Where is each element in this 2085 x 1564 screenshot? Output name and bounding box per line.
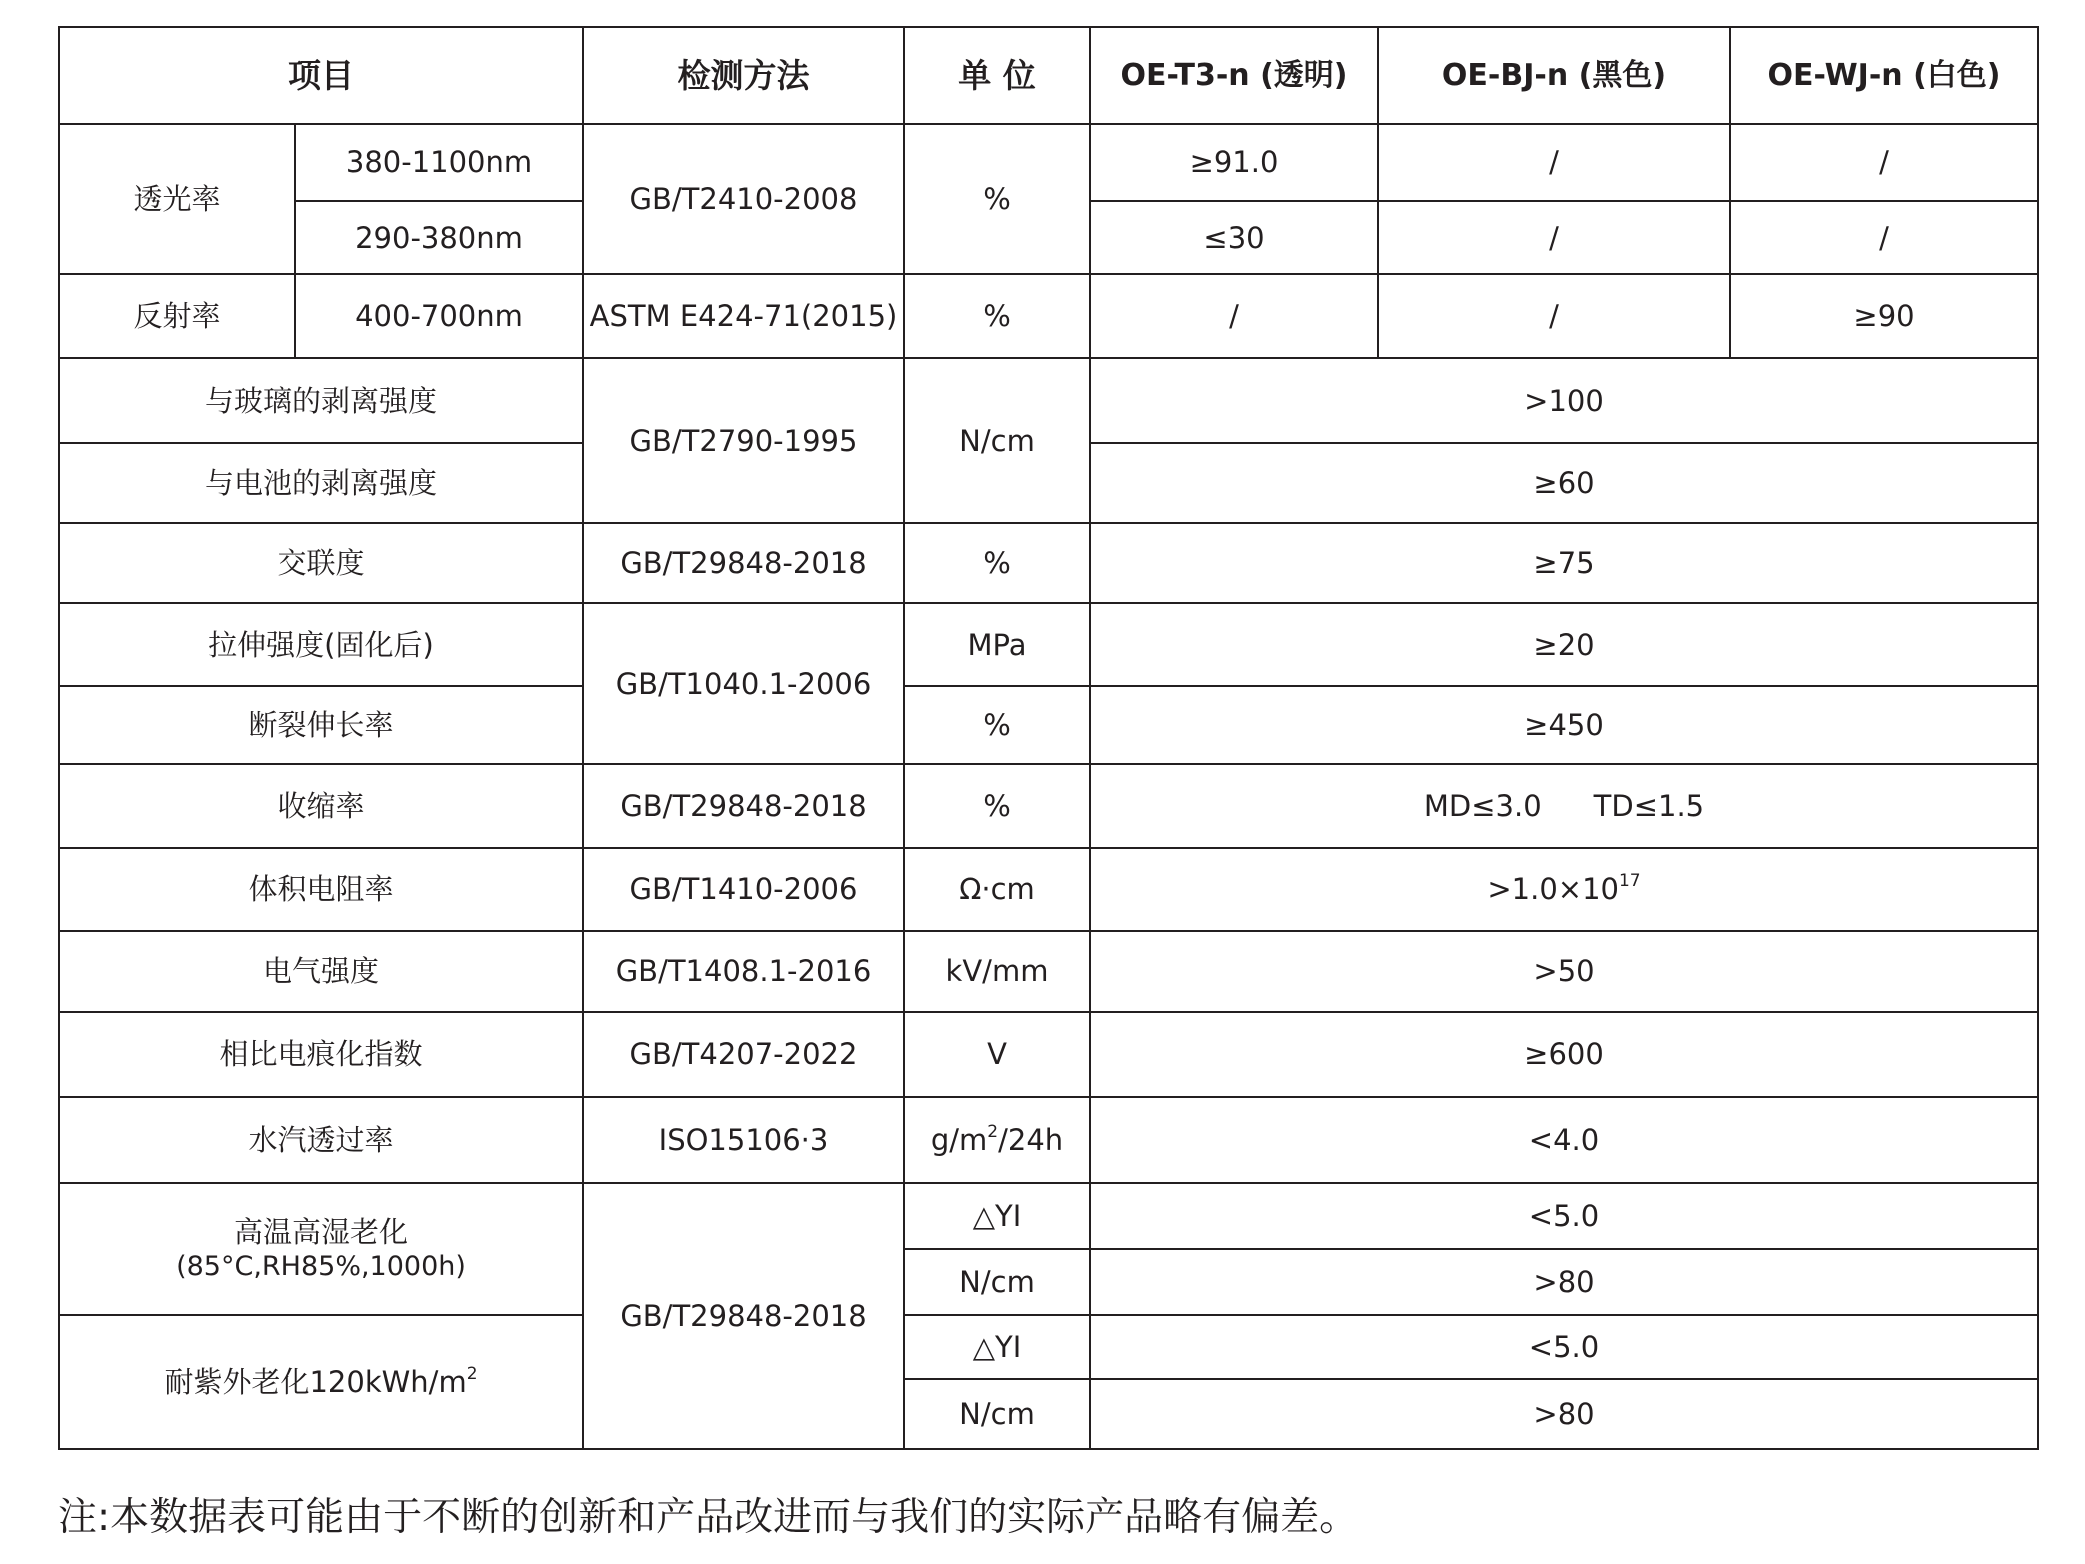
uv-value-1: <5.0 bbox=[1090, 1315, 2038, 1379]
tensile-method: GB/T1040.1-2006 bbox=[583, 603, 904, 764]
peel-method: GB/T2790-1995 bbox=[583, 358, 904, 523]
wvtr-unit-tail: /24h bbox=[998, 1122, 1064, 1157]
elongation-label: 断裂伸长率 bbox=[59, 686, 583, 764]
dielectric-value: >50 bbox=[1090, 931, 2038, 1012]
transmittance-r2-bj: / bbox=[1378, 201, 1730, 274]
damp-heat-value-2: >80 bbox=[1090, 1249, 2038, 1315]
shrinkage-method: GB/T29848-2018 bbox=[583, 764, 904, 848]
elongation-value: ≥450 bbox=[1090, 686, 2038, 764]
cti-value: ≥600 bbox=[1090, 1012, 2038, 1097]
table-row bbox=[59, 931, 2038, 1012]
table-row bbox=[59, 848, 2038, 930]
dielectric-method: GB/T1408.1-2016 bbox=[583, 931, 904, 1012]
transmittance-unit: % bbox=[904, 124, 1090, 274]
table-row bbox=[59, 523, 2038, 603]
transmittance-range-2: 290-380nm bbox=[295, 201, 583, 274]
header-row bbox=[59, 27, 2038, 124]
header-unit: 单 位 bbox=[904, 27, 1090, 124]
damp-heat-condition: (85°C,RH85%,1000h) bbox=[176, 1250, 466, 1282]
damp-heat-value-1: <5.0 bbox=[1090, 1183, 2038, 1249]
resistivity-exponent: 17 bbox=[1618, 871, 1641, 892]
reflectance-bj: / bbox=[1378, 274, 1730, 358]
shrinkage-label: 收缩率 bbox=[59, 764, 583, 848]
shrinkage-unit: % bbox=[904, 764, 1090, 848]
wvtr-unit-exp: 2 bbox=[987, 1121, 999, 1142]
table-row bbox=[59, 764, 2038, 848]
transmittance-r1-wj: / bbox=[1730, 124, 2038, 201]
cti-method: GB/T4207-2022 bbox=[583, 1012, 904, 1097]
footnote: 注:本数据表可能由于不断的创新和产品改进而与我们的实际产品略有偏差。 bbox=[58, 1495, 1359, 1540]
transmittance-r2-t3: ≤30 bbox=[1090, 201, 1378, 274]
wvtr-value: <4.0 bbox=[1090, 1097, 2038, 1183]
peel-unit: N/cm bbox=[904, 358, 1090, 523]
peel-glass-value: >100 bbox=[1090, 358, 2038, 443]
wvtr-method: ISO15106·3 bbox=[583, 1097, 904, 1183]
transmittance-r2-wj: / bbox=[1730, 201, 2038, 274]
resistivity-mantissa: >1.0×10 bbox=[1487, 872, 1619, 907]
peel-battery-label: 与电池的剥离强度 bbox=[59, 443, 583, 523]
wvtr-unit-base: g/m bbox=[930, 1122, 988, 1157]
elongation-unit: % bbox=[904, 686, 1090, 764]
peel-glass-label: 与玻璃的剥离强度 bbox=[59, 358, 583, 443]
cti-label: 相比电痕化指数 bbox=[59, 1012, 583, 1097]
reflectance-wj: ≥90 bbox=[1730, 274, 2038, 358]
damp-heat-label bbox=[59, 1183, 583, 1315]
transmittance-label: 透光率 bbox=[59, 124, 295, 274]
uv-unit-2: N/cm bbox=[904, 1379, 1090, 1449]
transmittance-range-1: 380-1100nm bbox=[295, 124, 583, 201]
uv-unit-1: △YI bbox=[904, 1315, 1090, 1379]
damp-heat-unit-1: △YI bbox=[904, 1183, 1090, 1249]
cti-unit: V bbox=[904, 1012, 1090, 1097]
table-row bbox=[59, 358, 2038, 443]
table-row bbox=[59, 274, 2038, 358]
resistivity-value bbox=[1090, 848, 2038, 930]
crosslink-value: ≥75 bbox=[1090, 523, 2038, 603]
table-row bbox=[59, 603, 2038, 686]
tensile-label: 拉伸强度(固化后) bbox=[59, 603, 583, 686]
shrinkage-td: TD≤1.5 bbox=[1593, 789, 1705, 824]
table-row bbox=[59, 1315, 2038, 1379]
header-method: 检测方法 bbox=[583, 27, 904, 124]
dielectric-label: 电气强度 bbox=[59, 931, 583, 1012]
transmittance-r1-bj: / bbox=[1378, 124, 1730, 201]
peel-battery-value: ≥60 bbox=[1090, 443, 2038, 523]
header-oe-wj: OE-WJ-n (白色) bbox=[1730, 27, 2038, 124]
resistivity-unit: Ω·cm bbox=[904, 848, 1090, 930]
table-row bbox=[59, 1012, 2038, 1097]
tensile-value: ≥20 bbox=[1090, 603, 2038, 686]
tensile-unit: MPa bbox=[904, 603, 1090, 686]
crosslink-method: GB/T29848-2018 bbox=[583, 523, 904, 603]
uv-value-2: >80 bbox=[1090, 1379, 2038, 1449]
spec-table bbox=[58, 26, 2039, 1450]
uv-label-exp: 2 bbox=[466, 1363, 478, 1384]
wvtr-unit bbox=[904, 1097, 1090, 1183]
table-row bbox=[59, 1183, 2038, 1249]
damp-heat-unit-2: N/cm bbox=[904, 1249, 1090, 1315]
reflectance-label: 反射率 bbox=[59, 274, 295, 358]
resistivity-method: GB/T1410-2006 bbox=[583, 848, 904, 930]
shrinkage-md: MD≤3.0 bbox=[1423, 789, 1542, 824]
header-oe-bj: OE-BJ-n (黑色) bbox=[1378, 27, 1730, 124]
uv-label-text: 耐紫外老化120kWh/m bbox=[164, 1364, 467, 1399]
table-row bbox=[59, 124, 2038, 201]
uv-label bbox=[59, 1315, 583, 1449]
crosslink-label: 交联度 bbox=[59, 523, 583, 603]
shrinkage-value bbox=[1090, 764, 2038, 848]
header-oe-t3: OE-T3-n (透明) bbox=[1090, 27, 1378, 124]
transmittance-method: GB/T2410-2008 bbox=[583, 124, 904, 274]
table-row bbox=[59, 1097, 2038, 1183]
header-item: 项目 bbox=[59, 27, 583, 124]
crosslink-unit: % bbox=[904, 523, 1090, 603]
reflectance-method: ASTM E424-71(2015) bbox=[583, 274, 904, 358]
dielectric-unit: kV/mm bbox=[904, 931, 1090, 1012]
wvtr-label: 水汽透过率 bbox=[59, 1097, 583, 1183]
reflectance-unit: % bbox=[904, 274, 1090, 358]
damp-heat-title: 高温高湿老化 bbox=[233, 1214, 408, 1249]
aging-method: GB/T29848-2018 bbox=[583, 1183, 904, 1449]
resistivity-label: 体积电阻率 bbox=[59, 848, 583, 930]
table-row bbox=[59, 686, 2038, 764]
reflectance-t3: / bbox=[1090, 274, 1378, 358]
reflectance-range: 400-700nm bbox=[295, 274, 583, 358]
transmittance-r1-t3: ≥91.0 bbox=[1090, 124, 1378, 201]
